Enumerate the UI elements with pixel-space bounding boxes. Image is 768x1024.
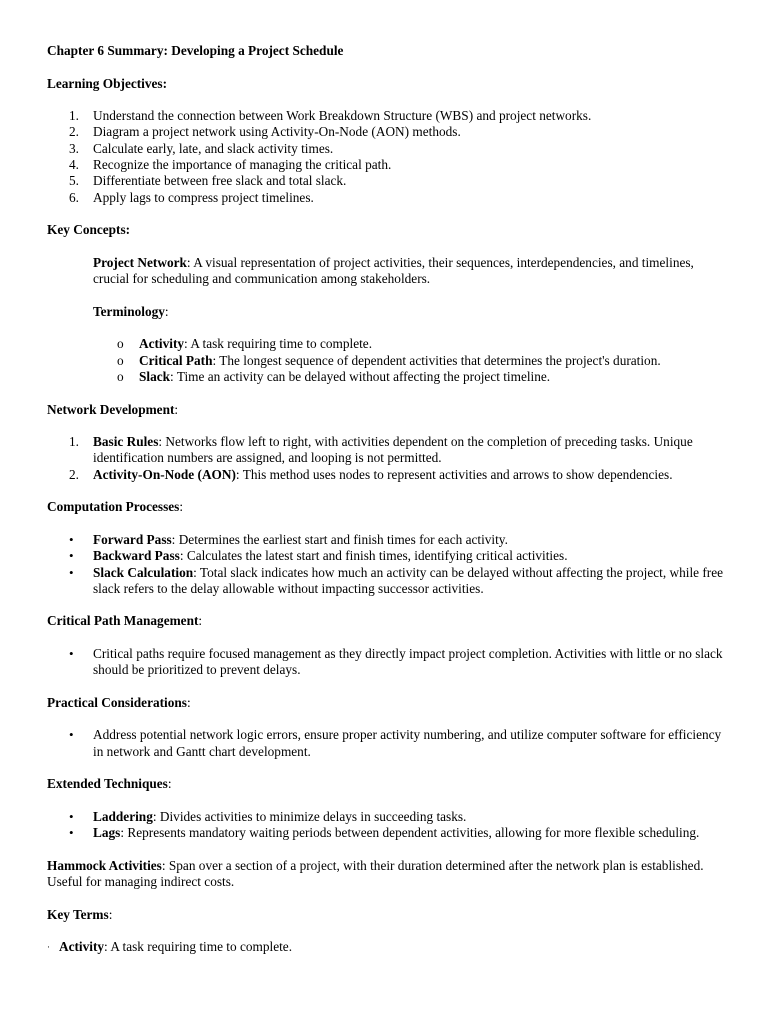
key-terms-heading: Key Terms: <box>47 906 113 922</box>
terminology-list <box>47 336 727 385</box>
network-development-list <box>47 434 727 483</box>
computation-processes-heading: Computation Processes: <box>47 499 184 515</box>
list-item: 3. Calculate early, late, and slack activity times. <box>69 140 334 156</box>
document-title: Chapter 6 Summary: Developing a Project Schedule <box>47 43 344 58</box>
list-item: o Activity: A task requiring time to complete. <box>117 336 373 352</box>
list-item: • Slack Calculation: Total slack indicates how much an activity can be delayed without affecting the project, while free slack refers to the delay allowable without impacting successor activities. <box>69 564 724 596</box>
list-item: • Forward Pass: Determines the earliest start and finish times for each activity. <box>69 531 508 547</box>
learning-objectives-list <box>47 108 727 206</box>
list-item: • Lags: Represents mandatory waiting periods between dependent activities, allowing for more flexible scheduling. <box>69 825 700 841</box>
hammock-activities-paragraph: Hammock Activities: Span over a section of a project, with their duration determined after the network plan is established. Useful for managing indirect costs. <box>47 857 704 890</box>
list-item: 2. Activity-On-Node (AON): This method uses nodes to represent activities and arrows to show dependencies. <box>69 466 673 482</box>
computation-processes-list <box>47 532 727 597</box>
key-terms-item: · Activity: A task requiring time to complete. <box>47 939 293 955</box>
document-page <box>47 43 727 956</box>
list-item: o Critical Path: The longest sequence of dependent activities that determines the project's duration. <box>117 352 661 368</box>
list-item: • Critical paths require focused management as they directly impact project completion. Activities with little or no slack should be prioritized to prevent delays. <box>69 645 723 678</box>
list-item: 2. Diagram a project network using Activity-On-Node (AON) methods. <box>69 124 461 140</box>
list-item: • Backward Pass: Calculates the latest start and finish times, identifying critical activities. <box>69 548 568 564</box>
list-item: 1. Understand the connection between Work Breakdown Structure (WBS) and project networks. <box>69 108 592 124</box>
practical-considerations-heading: Practical Considerations: <box>47 694 191 710</box>
terminology-label: Terminology: <box>93 303 169 319</box>
project-network-paragraph: Project Network: A visual representation of project activities, their sequences, interdependencies, and timelines, crucial for scheduling and communication among stakeholders. <box>93 254 694 287</box>
list-item: • Address potential network logic errors, ensure proper activity numbering, and utilize computer software for efficiency in network and Gantt chart development. <box>69 727 722 759</box>
list-item: o Slack: Time an activity can be delayed without affecting the project timeline. <box>117 368 551 384</box>
network-development-heading: Network Development: <box>47 401 179 417</box>
extended-techniques-list <box>47 809 727 842</box>
list-item: 1. Basic Rules: Networks flow left to right, with activities dependent on the completion of preceding tasks. Unique identification numbers are assigned, and looping is not permitted. <box>69 434 693 466</box>
key-concepts-heading: Key Concepts: <box>47 222 131 238</box>
critical-path-management-heading: Critical Path Management: <box>47 613 203 629</box>
list-item: 5. Differentiate between free slack and total slack. <box>69 173 347 189</box>
list-item: 4. Recognize the importance of managing the critical path. <box>69 157 392 173</box>
extended-techniques-heading: Extended Techniques: <box>47 776 172 792</box>
practical-considerations-list <box>47 727 727 760</box>
list-item: • Laddering: Divides activities to minimize delays in succeeding tasks. <box>69 808 467 824</box>
learning-objectives-heading: Learning Objectives: <box>47 75 168 91</box>
critical-path-management-list <box>47 646 727 679</box>
list-item: 6. Apply lags to compress project timelines. <box>69 189 314 205</box>
